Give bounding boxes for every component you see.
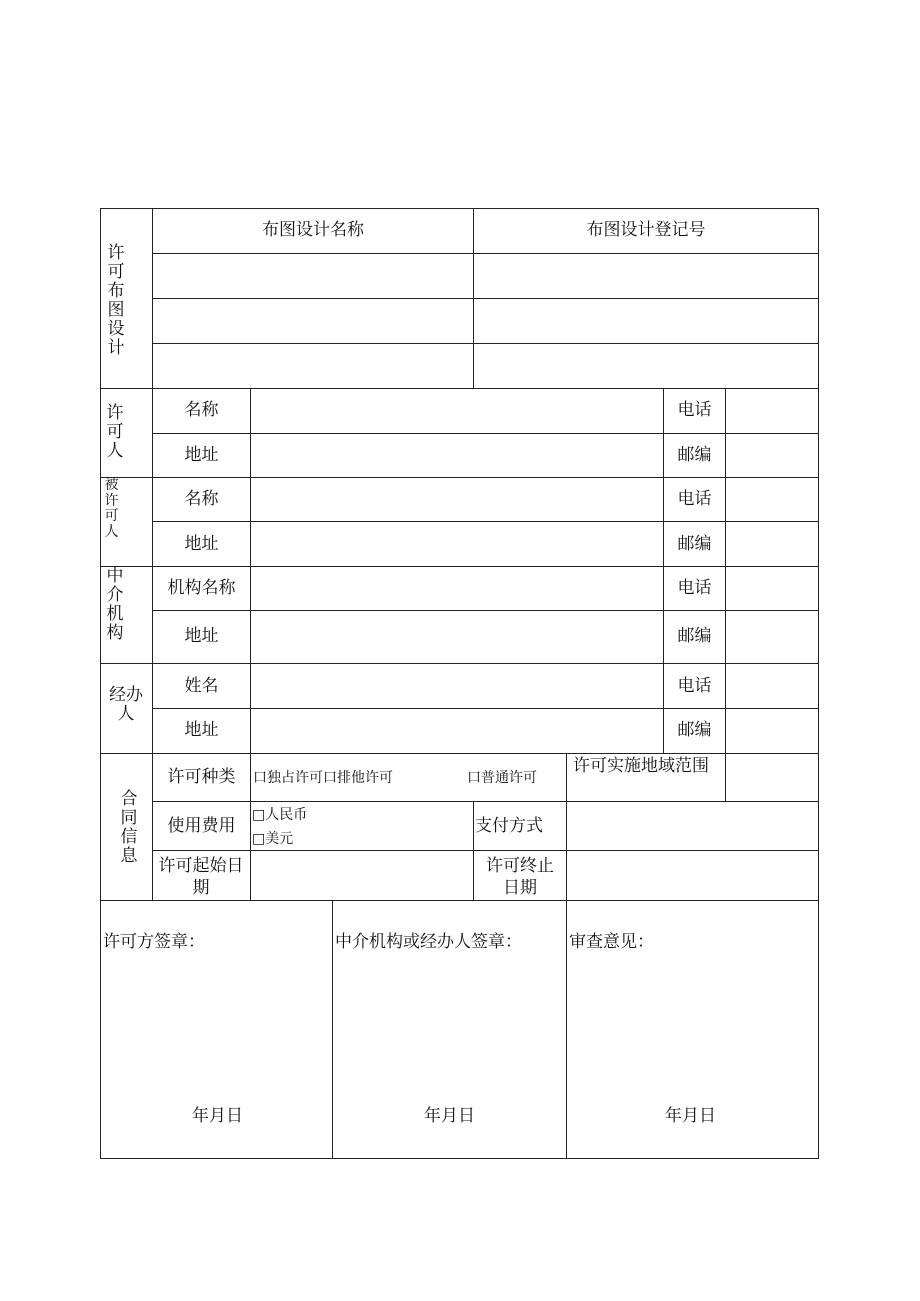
- design-name-field-3[interactable]: [152, 343, 474, 389]
- licensor-postcode-field[interactable]: [725, 433, 819, 478]
- license-type-checkboxes-exclusive-sole[interactable]: 口独占许可口排他许可: [253, 770, 393, 786]
- licensee-name-field[interactable]: [250, 477, 664, 522]
- design-name-field-1[interactable]: [152, 253, 474, 299]
- agency-postcode-label: 邮编: [677, 626, 712, 646]
- licensee-postcode-field[interactable]: [725, 521, 819, 567]
- start-date-field[interactable]: [250, 850, 474, 901]
- payment-label: 支付方式: [475, 816, 543, 836]
- agency-signature-label: 中介机构或经办人签章：: [335, 932, 522, 952]
- design-reg-no-field-2[interactable]: [473, 298, 819, 344]
- licensee-address-label: 地址: [184, 534, 219, 554]
- agency-section-label: 中介机构: [106, 566, 124, 644]
- licensor-phone-field[interactable]: [725, 388, 819, 434]
- handler-postcode-label: 邮编: [677, 720, 712, 740]
- design-reg-no-header: 布图设计登记号: [586, 220, 706, 240]
- licensee-address-field[interactable]: [250, 521, 664, 567]
- agency-name-label: 机构名称: [167, 578, 236, 598]
- handler-section-label: 经办人: [109, 685, 143, 725]
- fee-label: 使用费用: [167, 816, 236, 836]
- license-type-label: 许可种类: [167, 767, 236, 787]
- review-opinion-label: 审查意见：: [569, 932, 654, 952]
- licensee-name-label: 名称: [184, 489, 219, 509]
- design-reg-no-field-1[interactable]: [473, 253, 819, 299]
- handler-name-field[interactable]: [250, 663, 664, 709]
- agency-address-label: 地址: [184, 626, 219, 646]
- licensee-phone-field[interactable]: [725, 477, 819, 522]
- agency-signature-date: 年月日: [424, 1106, 475, 1126]
- fee-checkbox-rmb[interactable]: □人民币: [252, 807, 308, 823]
- end-date-field[interactable]: [566, 850, 819, 901]
- licensor-address-field[interactable]: [250, 433, 664, 478]
- licensor-signature-label: 许可方签章：: [103, 932, 205, 952]
- agency-postcode-field[interactable]: [725, 610, 819, 664]
- design-name-header: 布图设计名称: [262, 220, 364, 240]
- handler-postcode-field[interactable]: [725, 708, 819, 754]
- licensor-postcode-label: 邮编: [677, 445, 712, 465]
- licensor-section-label: 许可人: [106, 403, 124, 462]
- start-date-label: 许可起始日期: [158, 856, 244, 899]
- agency-phone-field[interactable]: [725, 566, 819, 611]
- handler-phone-field[interactable]: [725, 663, 819, 709]
- licensor-signature-date: 年月日: [192, 1106, 243, 1126]
- review-opinion-date: 年月日: [665, 1106, 716, 1126]
- licensor-name-field[interactable]: [250, 388, 664, 434]
- contract-section-label: 合同信息: [120, 789, 138, 867]
- region-field[interactable]: [725, 753, 819, 802]
- design-name-field-2[interactable]: [152, 298, 474, 344]
- region-label: 许可实施地域范围: [573, 756, 709, 776]
- license-type-checkbox-ordinary[interactable]: 口普通许可: [467, 770, 537, 786]
- handler-name-label: 姓名: [184, 676, 219, 696]
- agency-phone-label: 电话: [677, 578, 712, 598]
- licensee-postcode-label: 邮编: [677, 534, 712, 554]
- design-section-label: 许可布图设计: [107, 243, 125, 359]
- payment-field[interactable]: [566, 801, 819, 851]
- licensor-address-label: 地址: [184, 445, 219, 465]
- fee-checkbox-usd[interactable]: □美元: [252, 831, 294, 847]
- handler-phone-label: 电话: [677, 676, 712, 696]
- handler-address-label: 地址: [184, 720, 219, 740]
- handler-address-field[interactable]: [250, 708, 664, 754]
- licensor-phone-label: 电话: [677, 400, 712, 420]
- licensor-name-label: 名称: [184, 400, 219, 420]
- agency-address-field[interactable]: [250, 610, 664, 664]
- end-date-label: 许可终止日期: [486, 856, 554, 899]
- design-reg-no-field-3[interactable]: [473, 343, 819, 389]
- agency-name-field[interactable]: [250, 566, 664, 611]
- licensee-section-label: 被许可人: [104, 477, 119, 541]
- licensee-phone-label: 电话: [677, 489, 712, 509]
